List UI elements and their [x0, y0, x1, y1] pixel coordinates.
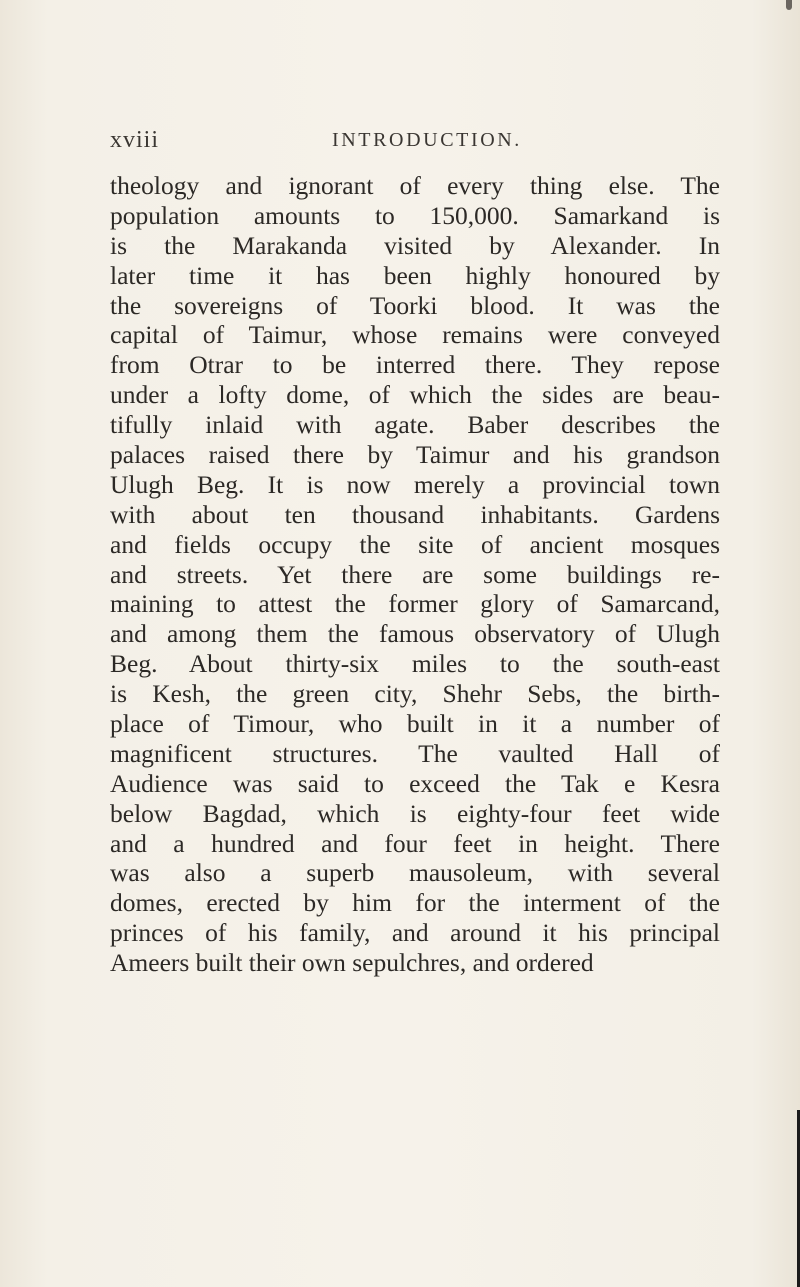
text-line: with about ten thousand inhabitants. Gardens	[110, 499, 720, 529]
text-line: under a lofty dome, of which the sides are beau-	[110, 380, 720, 410]
page-corner-mark	[786, 0, 792, 10]
body-text	[110, 171, 720, 978]
text-line: from Otrar to be interred there. They repose	[110, 350, 720, 380]
text-line: is the Marakanda visited by Alexander. In	[110, 230, 720, 260]
text-line: capital of Taimur, whose remains were conveyed	[110, 320, 720, 350]
running-head-title: INTRODUCTION.	[332, 129, 522, 151]
text-line: later time it has been highly honoured by	[110, 260, 720, 290]
text-line: is Kesh, the green city, Shehr Sebs, the birth-	[110, 679, 720, 709]
page-number: xviii	[110, 127, 160, 153]
text-line: maining to attest the former glory of Samarcand,	[110, 589, 720, 619]
text-line: theology and ignorant of every thing else. The	[110, 171, 720, 200]
text-line: and a hundred and four feet in height. There	[110, 828, 720, 858]
text-line: and among them the famous observatory of Ulugh	[110, 619, 720, 649]
text-line: Ulugh Beg. It is now merely a provincial town	[110, 469, 720, 499]
text-line: tifully inlaid with agate. Baber describes the	[110, 410, 720, 440]
text-line: and streets. Yet there are some buildings re-	[110, 559, 720, 589]
text-line: domes, erected by him for the interment of the	[110, 888, 720, 918]
text-line: place of Timour, who built in it a number of	[110, 709, 720, 739]
text-line: magnificent structures. The vaulted Hall of	[110, 738, 720, 768]
running-head	[110, 127, 710, 157]
text-line: and fields occupy the site of ancient mosques	[110, 529, 720, 559]
text-line: was also a superb mausoleum, with several	[110, 858, 720, 888]
text-line: princes of his family, and around it his principal	[110, 918, 720, 948]
text-line: population amounts to 150,000. Samarkand is	[110, 200, 720, 230]
text-line: palaces raised there by Taimur and his grandson	[110, 440, 720, 470]
text-line: below Bagdad, which is eighty-four feet wide	[110, 798, 720, 828]
text-line: Audience was said to exceed the Tak e Kesra	[110, 768, 720, 798]
text-line: Beg. About thirty-six miles to the south-east	[110, 649, 720, 679]
text-line: the sovereigns of Toorki blood. It was the	[110, 290, 720, 320]
text-line: Ameers built their own sepulchres, and ordered	[110, 948, 594, 978]
